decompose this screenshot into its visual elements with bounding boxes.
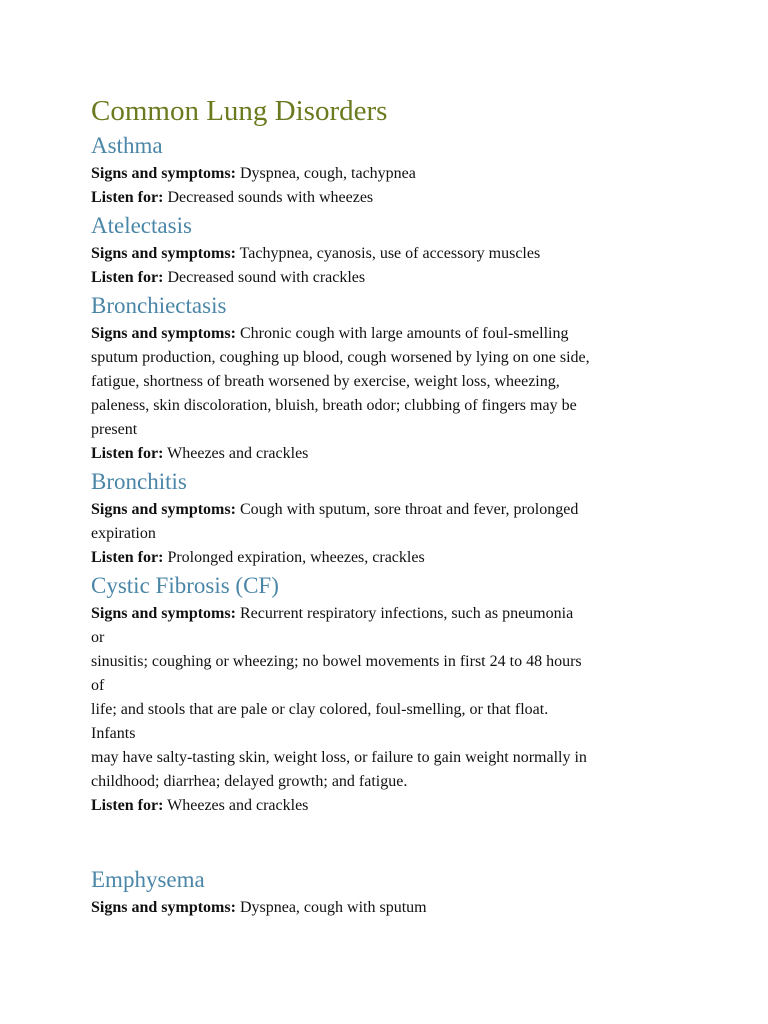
signs-line: [91, 162, 688, 186]
signs-continuation: fatigue, shortness of breath worsened by exercise, weight loss, wheezing,: [91, 373, 560, 390]
signs-continuation: expiration: [91, 525, 156, 542]
signs-continuation: of: [91, 677, 105, 694]
signs-text: Cough with sputum, sore throat and fever, prolonged: [235, 501, 579, 518]
signs-line: [91, 242, 688, 266]
listen-text: Wheezes and crackles: [163, 797, 309, 814]
listen-label: Listen for:: [91, 549, 164, 566]
signs-continuation: or: [91, 629, 105, 646]
section-heading: Bronchitis: [91, 469, 187, 494]
signs-continuation: childhood; diarrhea; delayed growth; and fatigue.: [91, 773, 408, 790]
signs-label: Signs and symptoms:: [91, 899, 236, 916]
signs-continuation: may have salty-tasting skin, weight loss, or failure to gain weight normally in: [91, 749, 587, 766]
signs-text: Dyspnea, cough, tachypnea: [235, 165, 416, 182]
listen-text: Wheezes and crackles: [163, 445, 309, 462]
signs-continuation: Infants: [91, 725, 136, 742]
section-cystic-fibrosis: [91, 572, 688, 818]
signs-line: [91, 602, 688, 626]
signs-continuation: present: [91, 421, 138, 438]
signs-label: Signs and symptoms:: [91, 501, 236, 518]
section-heading: Cystic Fibrosis (CF): [91, 573, 279, 598]
signs-text: Recurrent respiratory infections, such as pneumonia: [235, 605, 574, 622]
signs-label: Signs and symptoms:: [91, 605, 236, 622]
signs-line: [91, 896, 688, 920]
signs-continuation: paleness, skin discoloration, bluish, breath odor; clubbing of fingers may be: [91, 397, 577, 414]
blank-space: [91, 818, 688, 864]
document-title: Common Lung Disorders: [91, 95, 388, 127]
listen-label: Listen for:: [91, 797, 164, 814]
section-bronchiectasis: [91, 292, 688, 466]
listen-label: Listen for:: [91, 189, 164, 206]
listen-line: [91, 442, 688, 466]
listen-label: Listen for:: [91, 269, 164, 286]
listen-label: Listen for:: [91, 445, 164, 462]
signs-text: Tachypnea, cyanosis, use of accessory muscles: [235, 245, 541, 262]
listen-text: Decreased sounds with wheezes: [163, 189, 374, 206]
section-heading: Bronchiectasis: [91, 293, 227, 318]
section-heading: Atelectasis: [91, 213, 192, 238]
signs-text: Chronic cough with large amounts of foul-smelling: [235, 325, 569, 342]
signs-text: Dyspnea, cough with sputum: [235, 899, 427, 916]
signs-label: Signs and symptoms:: [91, 325, 236, 342]
signs-label: Signs and symptoms:: [91, 245, 236, 262]
signs-continuation: life; and stools that are pale or clay colored, foul-smelling, or that float.: [91, 701, 549, 718]
listen-line: [91, 794, 688, 818]
signs-continuation: sinusitis; coughing or wheezing; no bowel movements in first 24 to 48 hours: [91, 653, 582, 670]
signs-label: Signs and symptoms:: [91, 165, 236, 182]
listen-text: Decreased sound with crackles: [163, 269, 366, 286]
section-bronchitis: [91, 468, 688, 570]
signs-line: [91, 322, 688, 346]
listen-line: [91, 186, 688, 210]
section-heading: Asthma: [91, 133, 163, 158]
section-emphysema: [91, 866, 688, 920]
listen-line: [91, 546, 688, 570]
signs-continuation: sputum production, coughing up blood, cough worsened by lying on one side,: [91, 349, 590, 366]
listen-line: [91, 266, 688, 290]
listen-text: Prolonged expiration, wheezes, crackles: [163, 549, 425, 566]
section-atelectasis: [91, 212, 688, 290]
section-asthma: [91, 132, 688, 210]
section-heading: Emphysema: [91, 867, 205, 892]
signs-line: [91, 498, 688, 522]
